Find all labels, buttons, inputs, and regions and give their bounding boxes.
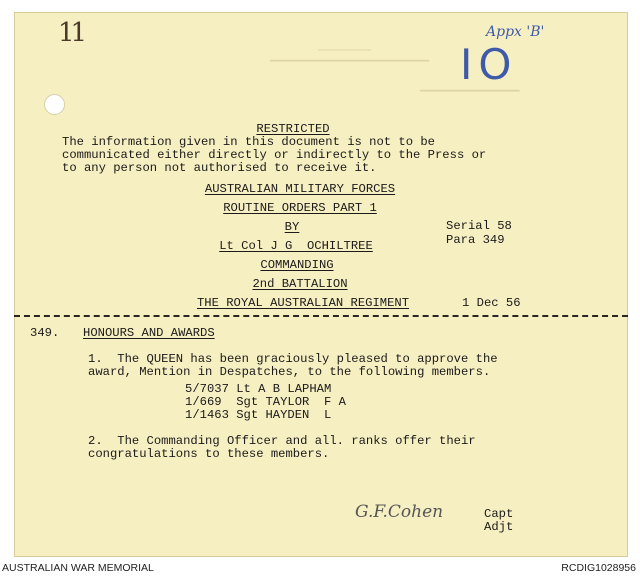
show-through-text: ‗‗‗‗‗‗‗‗ bbox=[318, 40, 371, 52]
header-commander: Lt Col J G OCHILTREE bbox=[219, 239, 373, 253]
page-number: IO bbox=[460, 40, 518, 89]
para2-line-1: 2. The Commanding Officer and all. ranks offer their bbox=[88, 434, 476, 448]
footer-source: AUSTRALIAN WAR MEMORIAL bbox=[2, 562, 154, 574]
header-by: BY bbox=[284, 220, 300, 234]
signature-image: G.F.Cohen bbox=[355, 502, 444, 522]
member-item: 1/669 Sgt TAYLOR F A bbox=[185, 395, 346, 409]
notice-line-1: The information given in this document is not to be bbox=[62, 135, 435, 149]
signature-appointment: Adjt bbox=[484, 520, 514, 534]
corner-mark: 11 bbox=[58, 18, 84, 48]
notice-line-2: communicated either directly or indirectly to the Press or bbox=[62, 148, 487, 162]
header-forces: AUSTRALIAN MILITARY FORCES bbox=[204, 182, 396, 196]
notice-line-3: to any person not authorised to receive it. bbox=[62, 161, 377, 175]
header-battalion: 2nd BATTALION bbox=[252, 277, 348, 291]
appendix-label: Appx 'B' bbox=[486, 24, 545, 40]
show-through-text: ▔▔▔▔▔▔▔▔▔▔▔▔▔▔▔▔▔▔▔▔▔▔▔▔ bbox=[270, 62, 429, 74]
para-number: Para 349 bbox=[446, 233, 505, 247]
header-regiment: THE ROYAL AUSTRALIAN REGIMENT bbox=[196, 296, 410, 310]
divider-line bbox=[14, 315, 628, 317]
member-item: 1/1463 Sgt HAYDEN L bbox=[185, 408, 332, 422]
order-date: 1 Dec 56 bbox=[462, 296, 521, 310]
serial-number: Serial 58 bbox=[446, 219, 512, 233]
para2-line-2: congratulations to these members. bbox=[88, 447, 330, 461]
signature-rank: Capt bbox=[484, 507, 514, 521]
para1-line-1: 1. The QUEEN has been graciously pleased to approve the bbox=[88, 352, 498, 366]
member-item: 5/7037 Lt A B LAPHAM bbox=[185, 382, 332, 396]
para1-line-2: award, Mention in Despatches, to the following members. bbox=[88, 365, 491, 379]
restricted-heading: RESTRICTED bbox=[256, 122, 330, 136]
order-number: 349. bbox=[30, 326, 60, 340]
punch-hole bbox=[44, 94, 65, 115]
order-title: HONOURS AND AWARDS bbox=[83, 326, 215, 340]
header-commanding: COMMANDING bbox=[260, 258, 334, 272]
footer-id: RCDIG1028956 bbox=[561, 562, 636, 574]
show-through-text: ▔▔▔▔▔▔▔▔▔▔▔▔▔▔▔ bbox=[420, 92, 520, 104]
header-routine-orders: ROUTINE ORDERS PART 1 bbox=[223, 201, 377, 215]
